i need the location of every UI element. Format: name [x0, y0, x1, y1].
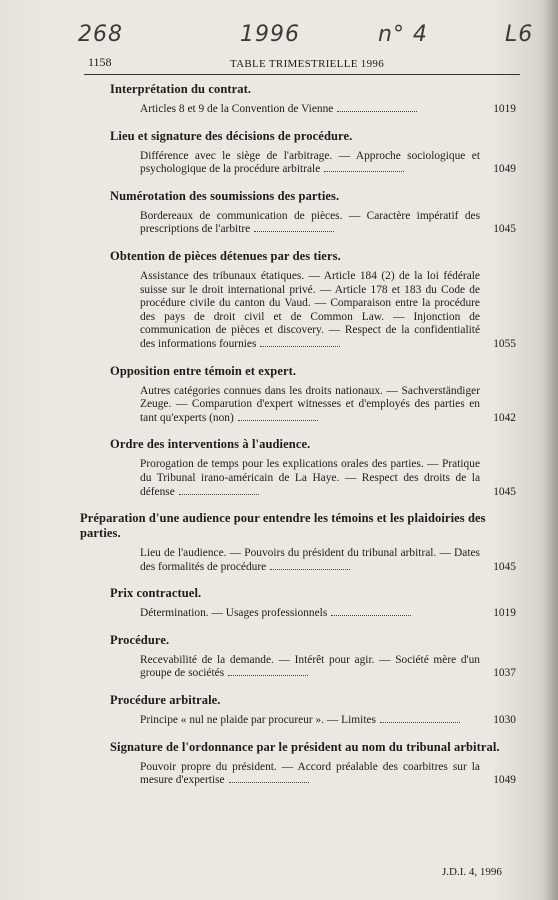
entry-text: Principe « nul ne plaide par procureur ». — Limites	[140, 714, 376, 727]
index-entry	[110, 82, 516, 117]
entry-title: Procédure.	[110, 632, 170, 647]
entry-title: Numérotation des soumissions des parties.	[110, 188, 340, 203]
index-entry	[110, 188, 516, 237]
entry-page-ref: 1019	[493, 103, 516, 115]
entry-text: Recevabilité de la demande. — Intérêt pour agir. — Société mère d'un groupe de sociétés	[140, 653, 480, 680]
entry-title: Procédure arbitrale.	[110, 693, 221, 708]
entry-page-ref: 1045	[493, 223, 516, 236]
entry-body	[110, 653, 516, 681]
handwritten-note: 1996	[240, 22, 300, 47]
entry-page-ref: 1049	[493, 163, 516, 176]
entry-text: Articles 8 et 9 de la Convention de Vienne	[140, 103, 334, 115]
entry-page-ref: 1045	[493, 485, 516, 498]
journal-footer: J.D.I. 4, 1996	[442, 866, 502, 878]
entry-body	[110, 209, 516, 237]
index-entry	[110, 586, 516, 621]
entry-body	[110, 149, 516, 177]
entry-body	[110, 384, 516, 426]
entry-title: Obtention de pièces détenues par des tiers.	[110, 248, 341, 263]
page-number: 1158	[88, 55, 112, 69]
entry-body	[110, 547, 516, 574]
handwritten-note: 268	[78, 22, 123, 47]
entry-page-ref: 1037	[493, 667, 516, 680]
entry-title: Préparation d'une audience pour entendre les témoins et les plaidoiries des parties.	[80, 511, 486, 541]
index-entry	[110, 437, 516, 499]
entry-body	[110, 607, 516, 621]
entry-text: Bordereaux de communication de pièces. — Caractère impératif des prescriptions de l'arbitre	[140, 209, 480, 236]
entry-page-ref: 1045	[493, 560, 516, 573]
entry-body	[110, 760, 516, 788]
entry-title: Interprétation du contrat.	[110, 82, 252, 96]
entry-page-ref: 1042	[493, 411, 516, 424]
entry-page-ref: 1055	[493, 337, 516, 350]
index-entry	[110, 248, 516, 352]
index-entry	[80, 511, 516, 574]
entry-body	[110, 714, 516, 728]
index-entry	[110, 739, 516, 788]
entry-text: Pouvoir propre du président. — Accord préalable des coarbitres sur la mesure d'expertise	[140, 760, 480, 787]
entry-body	[110, 269, 516, 352]
entry-page-ref: 1019	[493, 607, 516, 620]
page-edge-shadow	[544, 0, 558, 900]
entry-title: Lieu et signature des décisions de procédure.	[110, 128, 353, 143]
entry-body	[110, 103, 516, 117]
handwritten-note: n° 4	[378, 22, 428, 47]
entry-page-ref: 1049	[493, 774, 516, 787]
entry-text: Assistance des tribunaux étatiques. — Article 184 (2) de la loi fédérale suisse sur le droit international privé. — Article 178 et 183 du Code de procédure civile du canton du Vaud. — Comparaison entre la procédure des pays de droit civil et de Common Law. — Injonction de communication de pièces et discovery. — Respect de la confidentialité des informations fournies	[140, 269, 480, 350]
index-entry	[110, 693, 516, 728]
entry-title: Ordre des interventions à l'audience.	[110, 437, 311, 452]
handwritten-note: L6	[505, 22, 534, 47]
index-entry	[110, 632, 516, 681]
running-title: TABLE TRIMESTRIELLE 1996	[230, 58, 384, 70]
entry-text: Autres catégories connues dans les droits nationaux. — Sachverständiger Zeuge. — Comparution d'expert witnesses et d'employés des parties en tant qu'experts (non)	[140, 384, 480, 424]
entry-text: Prorogation de temps pour les explications orales des parties. — Pratique du Tribunal irano-américain de La Haye. — Respect des droits de la défense	[140, 458, 480, 498]
entry-text: Lieu de l'audience. — Pouvoirs du président du tribunal arbitral. — Dates des formalités de procédure	[140, 547, 480, 573]
index-entry	[110, 363, 516, 426]
entry-page-ref: 1030	[493, 714, 516, 727]
index-entry	[110, 128, 516, 177]
entry-title: Opposition entre témoin et expert.	[110, 363, 297, 378]
entry-title: Signature de l'ordonnance par le président au nom du tribunal arbitral.	[110, 739, 500, 754]
entry-text: Détermination. — Usages professionnels	[140, 607, 328, 620]
page-header	[84, 54, 520, 75]
entry-title: Prix contractuel.	[110, 586, 202, 601]
entry-body	[110, 458, 516, 499]
index-entries	[0, 82, 558, 800]
entry-text: Différence avec le siège de l'arbitrage. — Approche sociologique et psychologique de la procédure arbitrale	[140, 149, 480, 176]
